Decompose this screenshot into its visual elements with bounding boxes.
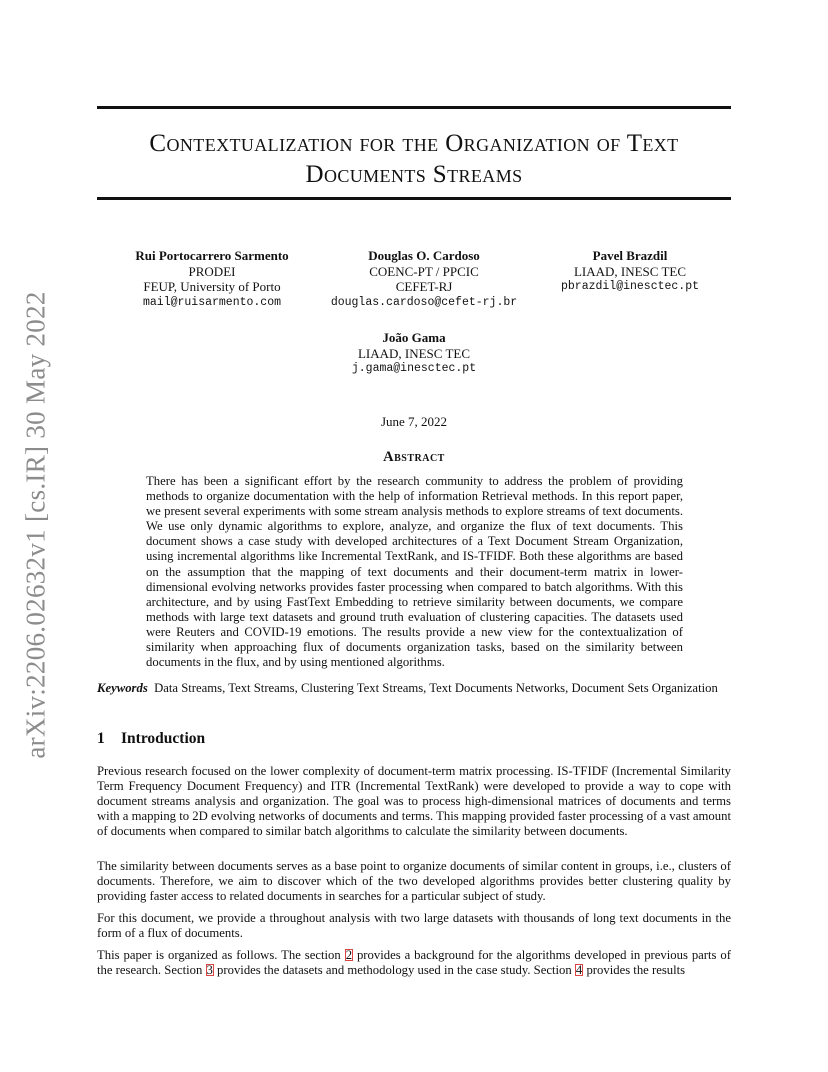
author-email[interactable]: pbrazdil@inesctec.pt bbox=[560, 280, 700, 293]
paragraph-text: provides a background for the algorithms developed in previous parts of the research. Section bbox=[97, 948, 731, 978]
section-reference-link[interactable]: 2 bbox=[345, 948, 353, 962]
paper-title-line-2: Documents Streams bbox=[305, 161, 523, 188]
author-name: Pavel Brazdil bbox=[592, 248, 668, 263]
intro-paragraph-1: Previous research focused on the lower complexity of document-term matrix processing. IS-TFIDF (Incremental Similarity Term Frequency Document Frequency) and ITR (Incremental TextRank) were developed to provide a way to cope with document streams analysis and organization. The goal was to process high-dimensional matrices of documents and terms with a mapping to 2D evolving networks of documents and terms. This mapping provided faster processing of a vast amount of documents when compared to similar batch algorithms to calculate the similarity between documents. bbox=[97, 764, 731, 839]
keywords-text: Data Streams, Text Streams, Clustering Text Streams, Text Documents Networks, Document Sets Organization bbox=[154, 681, 718, 695]
paragraph-text: provides the datasets and methodology used in the case study. Section bbox=[213, 963, 575, 978]
intro-paragraph-3: For this document, we provide a throughout analysis with two large datasets with thousands of long text documents in the form of a flux of documents. bbox=[97, 911, 731, 941]
section-heading-introduction bbox=[97, 730, 205, 748]
paper-title bbox=[97, 128, 731, 190]
author-block-1 bbox=[112, 248, 312, 310]
title-rule-top bbox=[97, 106, 731, 109]
author-name: João Gama bbox=[382, 330, 446, 345]
author-affiliation: FEUP, University of Porto bbox=[143, 279, 281, 294]
paper-date: June 7, 2022 bbox=[380, 414, 448, 429]
keywords-label: Keywords bbox=[97, 681, 148, 695]
section-reference-link[interactable]: 4 bbox=[575, 963, 583, 978]
author-block-3 bbox=[530, 248, 730, 295]
author-email[interactable]: mail@ruisarmento.com bbox=[142, 295, 282, 309]
paragraph-text: This paper is organized as follows. The section bbox=[97, 948, 345, 962]
section-title: Introduction bbox=[121, 730, 206, 747]
paper-title-line-1: Contextualization for the Organization of Text bbox=[149, 130, 679, 157]
author-email[interactable]: douglas.cardoso@cefet-rj.br bbox=[330, 295, 518, 309]
abstract-body: There has been a significant effort by the research community to address the problem of providing methods to organize documentation with the help of information Retrieval methods. In this report paper, we present several experiments with some stream analysis methods to explore streams of text documents. We use only dynamic algorithms to explore, analyze, and organize the flux of text documents. This document shows a case study with developed architectures of a Text Document Stream Organization, using incremental algorithms like Incremental TextRank, and IS-TFIDF. Both these algorithms are based on the assumption that the mapping of text documents and their document-term matrix in lower-dimensional evolving networks provides faster processing when compared to batch algorithms. With this architecture, and by using FastText Embedding to retrieve similarity between documents, we compare methods with large text datasets and ground truth evaluation of clustering capacities. The datasets used were Reuters and COVID-19 emotions. The results provide a new view for the contextualization of similarity when approaching flux of documents organization tasks, based on the similarity between documents in the flux, and by using mentioned algorithms. bbox=[146, 474, 683, 670]
author-block-2 bbox=[322, 248, 526, 310]
author-name: Douglas O. Cardoso bbox=[368, 248, 480, 263]
section-reference-link[interactable]: 3 bbox=[206, 963, 213, 978]
author-block-4 bbox=[314, 330, 514, 377]
author-name: Rui Portocarrero Sarmento bbox=[135, 248, 289, 263]
author-affiliation: COENC-PT / PPCIC bbox=[369, 263, 479, 279]
author-affiliation: LIAAD, INESC TEC bbox=[357, 345, 471, 361]
section-number: 1 bbox=[97, 730, 105, 747]
author-affiliation: PRODEI bbox=[188, 263, 236, 279]
keywords-line bbox=[97, 681, 731, 696]
abstract-heading: Abstract bbox=[383, 449, 445, 465]
paragraph-text: provides the results bbox=[583, 963, 686, 978]
intro-paragraph-2: The similarity between documents serves as a base point to organize documents of similar content in groups, i.e., clusters of documents. Therefore, we aim to discover which of the two developed algorithms provides better clustering quality by providing faster access to related documents in searches for a particular subject of study. bbox=[97, 859, 731, 904]
intro-paragraph-4 bbox=[97, 948, 731, 978]
author-affiliation: LIAAD, INESC TEC bbox=[573, 263, 687, 279]
author-affiliation: CEFET-RJ bbox=[395, 279, 453, 294]
author-email[interactable]: j.gama@inesctec.pt bbox=[351, 362, 477, 375]
title-rule-bottom bbox=[97, 197, 731, 200]
arxiv-identifier-stamp: arXiv:2206.02632v1 [cs.IR] 30 May 2022 bbox=[20, 291, 51, 759]
